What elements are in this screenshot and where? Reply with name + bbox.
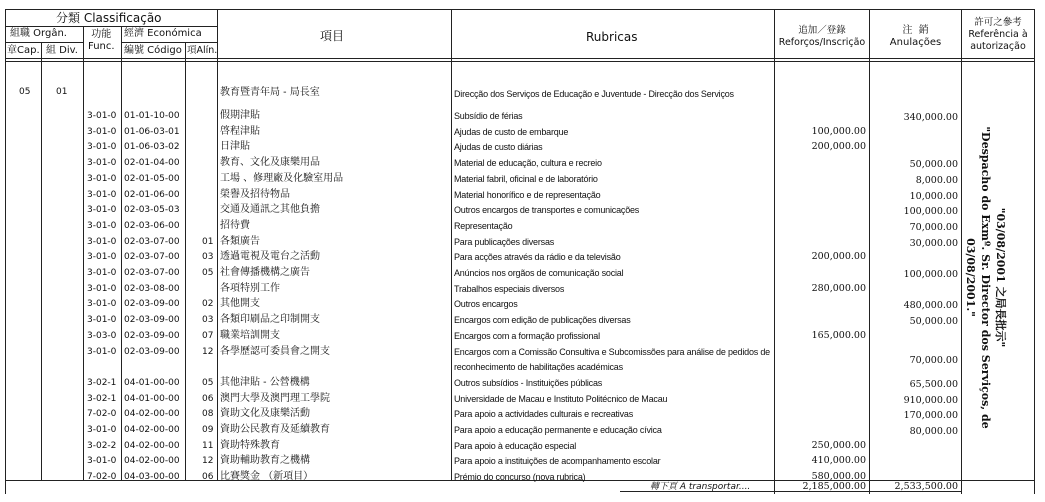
section-division: 01 (56, 87, 68, 97)
row-annulment: 10,000.00 (909, 190, 958, 202)
row-project: 工場 、修理廠及化驗室用品 (220, 172, 344, 184)
row-item: 03 (202, 315, 214, 326)
organic-header: 組職 Orgân. (10, 28, 67, 39)
row-project: 比賽獎金 （新項目） (220, 471, 314, 483)
row-func: 3-01-0 (87, 158, 117, 169)
row-reinforcement: 580,000.00 (811, 471, 866, 483)
row-project: 其他開支 (220, 298, 260, 310)
row-project: 日津貼 (220, 141, 250, 153)
row-func: 3-01-0 (87, 346, 117, 357)
row-rubric: Para apoio a instituições de acompanhamento escolar (454, 456, 661, 467)
annulment-header: 注 銷 Anulações (889, 25, 942, 48)
col-line-code (185, 42, 186, 480)
frame-right (1034, 9, 1035, 494)
row-annulment: 100,000.00 (903, 206, 958, 218)
classification-underline (5, 26, 217, 27)
row-rubric: Encargos com a Comissão Consultiva e Subcomissões para análise de pedidos de (454, 346, 770, 357)
row-func: 3-01-0 (87, 126, 117, 137)
reinforcement-total: 2,185,000.00 (802, 481, 866, 492)
row-func: 3-01-0 (87, 252, 117, 263)
classification-header: 分類 Classificação (56, 11, 162, 25)
project-header: 項目 (320, 29, 345, 43)
row-annulment: 480,000.00 (903, 300, 958, 312)
row-func: 7-02-0 (87, 409, 117, 420)
row-code: 02-03-06-00 (124, 220, 180, 231)
row-code: 02-03-08-00 (124, 283, 180, 294)
row-func: 3-01-0 (87, 142, 117, 153)
row-code: 04-01-00-00 (124, 393, 180, 404)
row-project: 榮譽及招待物品 (220, 188, 290, 200)
row-reinforcement: 165,000.00 (811, 329, 866, 341)
col-line-annul (961, 9, 962, 494)
row-func: 3-03-0 (87, 330, 117, 341)
row-annulment: 170,000.00 (903, 410, 958, 422)
row-reinforcement: 280,000.00 (811, 282, 866, 294)
row-func: 3-01-0 (87, 315, 117, 326)
row-rubric: Outros encargos de transportes e comunicações (454, 205, 640, 216)
row-annulment: 910,000.00 (903, 394, 958, 406)
row-rubric: Outros encargos (454, 299, 518, 310)
row-item: 12 (202, 456, 214, 467)
row-annulment: 50,000.00 (909, 159, 958, 171)
row-project: 各項特別工作 (220, 282, 280, 294)
row-annulment: 70,000.00 (909, 221, 958, 233)
row-func: 3-01-0 (87, 236, 117, 247)
frame-left (5, 9, 6, 494)
row-annulment: 65,500.00 (909, 378, 958, 390)
row-project: 透過電視及電台之活動 (220, 251, 320, 263)
row-annulment: 70,000.00 (909, 355, 958, 367)
row-reinforcement: 200,000.00 (811, 141, 866, 153)
transport-label: 轉下頁 A transportar.... (650, 482, 751, 492)
row-code: 02-01-04-00 (124, 158, 180, 169)
row-project: 招待費 (220, 219, 250, 231)
row-item: 08 (202, 409, 214, 420)
row-project: 資助公民教育及延續教育 (220, 424, 330, 435)
row-code: 02-03-09-00 (124, 330, 180, 341)
subheader-underline-organ (5, 42, 83, 43)
col-line-func (121, 26, 122, 480)
row-rubric: Ajudas de custo diárias (454, 142, 543, 153)
row-item: 05 (202, 377, 214, 388)
row-project: 資助特殊教育 (220, 439, 280, 451)
annulment-total: 2,533,500.00 (894, 481, 958, 492)
row-project: 其他津貼 - 公營機構 (220, 376, 310, 388)
row-project: 各類印刷品之印制開支 (220, 314, 320, 326)
row-item: 06 (202, 472, 214, 483)
row-rubric: Representação (454, 220, 513, 231)
row-item: 02 (202, 299, 214, 310)
row-project: 啓程津貼 (220, 125, 260, 137)
row-item: 09 (202, 425, 214, 435)
row-item: 12 (202, 346, 214, 357)
rubrics-header: Rubricas (586, 30, 638, 44)
row-project: 假期津貼 (220, 110, 260, 121)
row-code: 02-03-09-00 (124, 315, 180, 326)
row-code: 02-03-07-00 (124, 236, 180, 247)
row-code: 02-03-05-03 (124, 205, 180, 216)
row-project: 澳門大學及澳門理工學院 (220, 392, 330, 404)
row-code: 02-01-05-00 (124, 173, 180, 184)
row-code: 02-03-07-00 (124, 252, 180, 263)
row-reinforcement: 410,000.00 (811, 455, 866, 467)
row-code: 04-02-00-00 (124, 456, 180, 467)
division-header: 組 Div. (46, 45, 78, 56)
row-func: 3-02-2 (87, 440, 117, 451)
col-line-div (83, 26, 84, 480)
row-annulment: 80,000.00 (909, 426, 958, 437)
row-func: 3-02-1 (87, 377, 117, 388)
section-rubric: Direcção dos Serviços de Educação e Juventude - Direcção dos Serviços (454, 89, 734, 99)
row-project: 資助文化及康樂活動 (220, 408, 310, 420)
row-func: 3-01-0 (87, 173, 117, 184)
row-reinforcement: 200,000.00 (811, 251, 866, 263)
row-code: 02-03-07-00 (124, 268, 180, 278)
row-project: 各類廣告 (220, 235, 260, 247)
row-func: 7-02-0 (87, 472, 117, 483)
row-code: 02-01-06-00 (124, 189, 180, 200)
row-func: 3-01-0 (87, 111, 117, 121)
subheader-underline-econ (121, 42, 217, 43)
row-project: 教育、文化及康樂用品 (220, 157, 320, 169)
row-rubric: Para acções através da rádio e da televisão (454, 252, 621, 263)
row-func: 3-01-0 (87, 283, 117, 294)
row-project: 職業培訓開支 (220, 329, 280, 341)
row-annulment: 340,000.00 (903, 112, 958, 123)
row-rubric: Material de educação, cultura e recreio (454, 158, 602, 169)
row-func: 3-02-1 (87, 393, 117, 404)
row-rubric: Material honorífico e de representação (454, 189, 601, 200)
row-code: 04-01-00-00 (124, 377, 180, 388)
frame-top (5, 9, 1035, 10)
row-code: 02-03-09-00 (124, 346, 180, 357)
row-rubric: Prémio do concurso (nova rubrica) (454, 472, 586, 483)
col-line-project (451, 9, 452, 480)
row-reinforcement: 100,000.00 (811, 125, 866, 137)
row-project: 交通及通訊之其他負擔 (220, 204, 320, 216)
row-rubric-continued: reconhecimento de habilitações académicas (454, 362, 623, 373)
row-item: 07 (202, 330, 214, 341)
row-rubric: Encargos com edição de publicações diversas (454, 315, 631, 326)
row-code: 04-02-00-00 (124, 440, 180, 451)
row-project: 各學歷認可委員會之開支 (220, 345, 330, 357)
row-project: 資助輔助教育之機構 (220, 455, 310, 467)
row-rubric: Para apoio a actividades culturais e recreativas (454, 409, 634, 420)
row-rubric: Para apoio à educação especial (454, 440, 577, 451)
row-func: 3-01-0 (87, 268, 117, 278)
row-code: 02-03-09-00 (124, 299, 180, 310)
row-item: 03 (202, 252, 214, 263)
row-annulment: 100,000.00 (903, 269, 958, 280)
row-annulment: 50,000.00 (909, 316, 958, 328)
code-header: 編號 Código (124, 45, 182, 56)
section-chapter: 05 (19, 87, 31, 97)
row-code: 01-01-10-00 (124, 111, 180, 121)
item-header: 項Alín. (187, 45, 218, 56)
header-bottom-rule2 (5, 61, 1035, 62)
section-project: 教育暨青年局 - 局長室 (220, 87, 320, 98)
col-line-item (217, 9, 218, 480)
row-rubric: Anúncios nos orgãos de comunicação social (454, 268, 624, 278)
row-item: 06 (202, 393, 214, 404)
row-func: 3-01-0 (87, 189, 117, 200)
row-rubric: Subsídio de férias (454, 111, 523, 121)
header-bottom-rule (5, 58, 1035, 59)
authorization-line1: "03/08/2001 之局長批示" (994, 207, 1007, 348)
functional-header: 功能 Func. (88, 29, 115, 52)
chapter-header: 章Cap. (7, 45, 40, 56)
row-reinforcement: 250,000.00 (811, 439, 866, 451)
row-annulment: 30,000.00 (909, 237, 958, 249)
economic-header: 經濟 Económica (124, 28, 202, 39)
col-line-cap (41, 42, 42, 480)
row-code: 04-03-00-00 (124, 472, 180, 483)
row-func: 3-01-0 (87, 425, 117, 435)
row-rubric: Outros subsídios - Instituições públicas (454, 377, 603, 388)
authorization-line2: "Despacho do Exmº. Sr. Director dos Serviços, de 03/08/2001." (964, 126, 992, 429)
row-rubric: Para publicações diversas (454, 236, 555, 247)
reinforcement-header: 追加／登錄 Reforços/Inscrição (778, 25, 866, 48)
row-annulment: 8,000.00 (915, 174, 958, 186)
row-func: 3-01-0 (87, 456, 117, 467)
row-code: 01-06-03-01 (124, 126, 180, 137)
row-code: 04-02-00-00 (124, 409, 180, 420)
row-rubric: Trabalhos especiais diversos (454, 283, 565, 294)
row-func: 3-01-0 (87, 299, 117, 310)
authorization-note (966, 90, 1008, 465)
row-item: 05 (202, 268, 214, 278)
row-rubric: Encargos com a formação profissional (454, 330, 600, 341)
row-rubric: Universidade de Macau e Instituto Politécnico de Macau (454, 393, 668, 404)
row-rubric: Para apoio a educação permanente e educação cívica (454, 425, 662, 435)
row-code: 01-06-03-02 (124, 142, 180, 153)
row-func: 3-01-0 (87, 205, 117, 216)
row-code: 04-02-00-00 (124, 425, 180, 435)
row-rubric: Ajudas de custo de embarque (454, 126, 569, 137)
row-item: 01 (202, 236, 214, 247)
row-project: 社會傳播機構之廣告 (220, 267, 310, 278)
row-item: 11 (202, 440, 214, 451)
row-rubric: Material fabril, oficinal e de laboratório (454, 173, 598, 184)
reference-header: 許可之參考 Referência à autorização (968, 17, 1028, 52)
row-func: 3-01-0 (87, 220, 117, 231)
